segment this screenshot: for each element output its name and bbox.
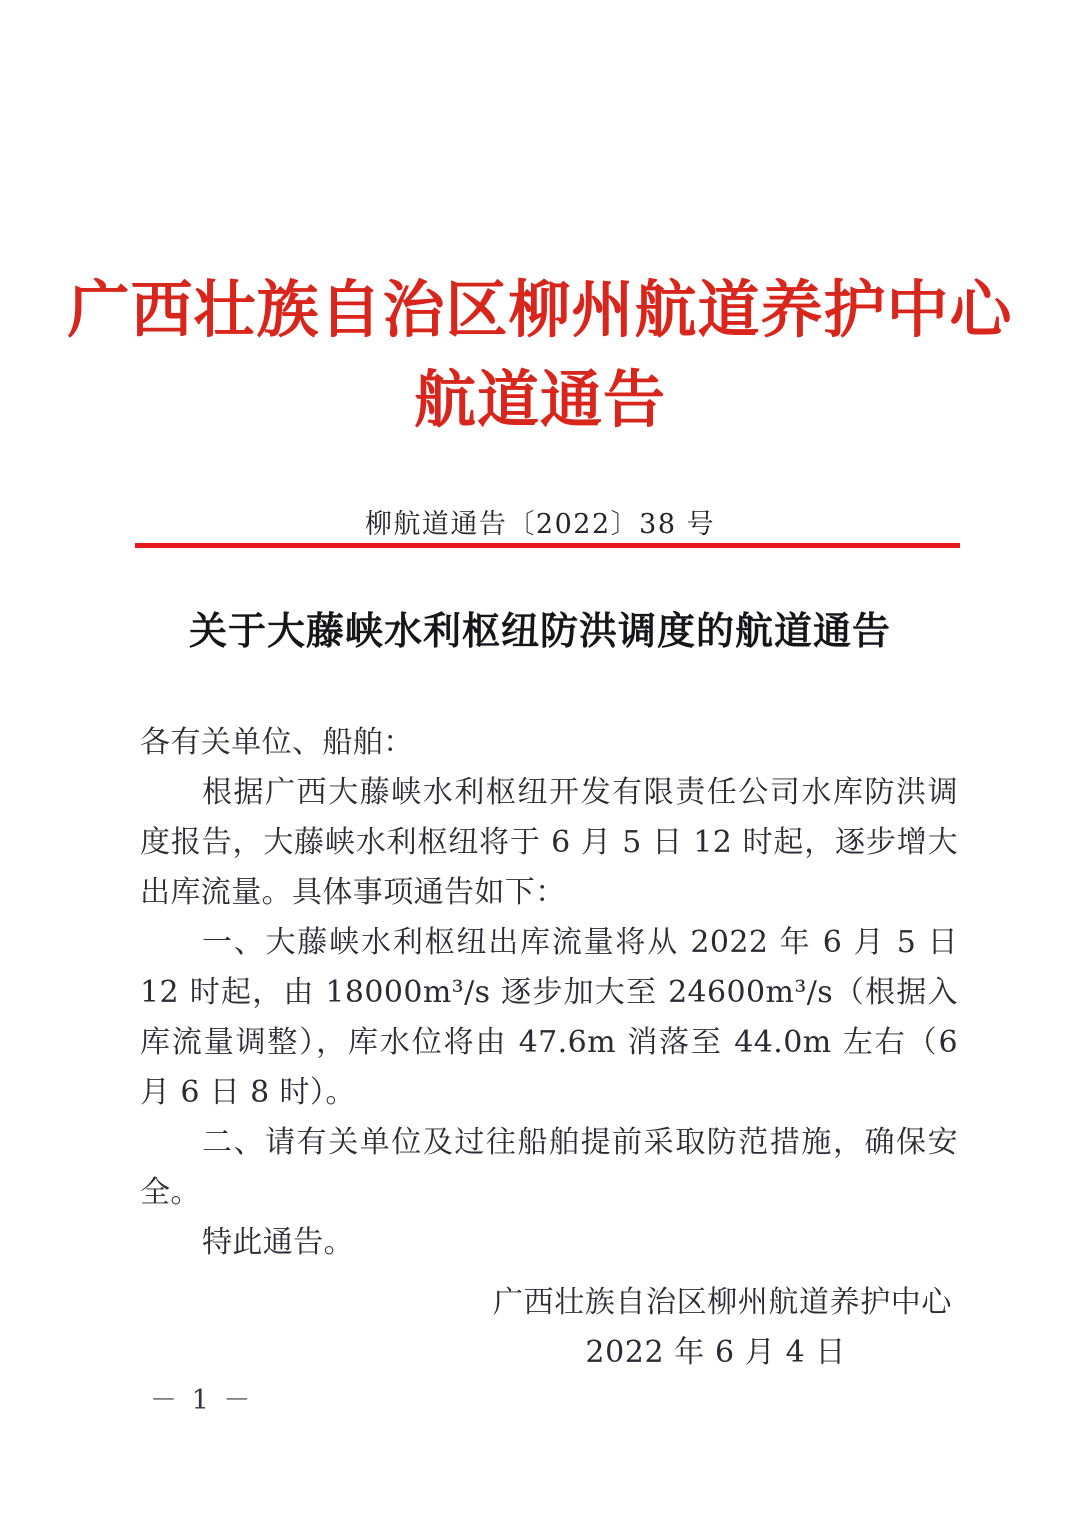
signature-organization: 广西壮族自治区柳州航道养护中心 (493, 1285, 952, 1320)
body-paragraph-item-2: 二、请有关单位及过往船舶提前采取防范措施，确保安全。 (140, 1125, 958, 1210)
document-title: 关于大藤峡水利枢纽防洪调度的航道通告 (188, 608, 891, 653)
masthead-authority-line: 广西壮族自治区柳州航道养护中心 (67, 273, 1013, 346)
body-paragraph-intro: 根据广西大藤峡水利枢纽开发有限责任公司水库防洪调度报告，大藤峡水利枢纽将于 6 月 5 日 12 时起，逐步增大出库流量。具体事项通告如下： (140, 775, 958, 910)
document-serial-number: 柳航道通告〔2022〕38 号 (364, 509, 716, 540)
masthead (0, 268, 1080, 442)
masthead-doctype-line: 航道通告 (413, 363, 666, 436)
body-salutation: 各有关单位、船舶： (140, 725, 414, 760)
page-number-footer: － 1 － (150, 1385, 254, 1416)
body-paragraph-closing: 特此通告。 (202, 1225, 354, 1260)
red-divider-rule (135, 543, 960, 548)
document-body (140, 718, 958, 1268)
signature-block (0, 1278, 958, 1378)
body-paragraph-item-1: 一、大藤峡水利枢纽出库流量将从 2022 年 6 月 5 日 12 时起，由 18000m³/s 逐步加大至 24600m³/s（根据入库流量调整），库水位将由 47.6m 消落至 44.0m 左右（6 月 6 日 8 时）。 (140, 925, 958, 1110)
signature-date: 2022 年 6 月 4 日 (585, 1335, 846, 1370)
